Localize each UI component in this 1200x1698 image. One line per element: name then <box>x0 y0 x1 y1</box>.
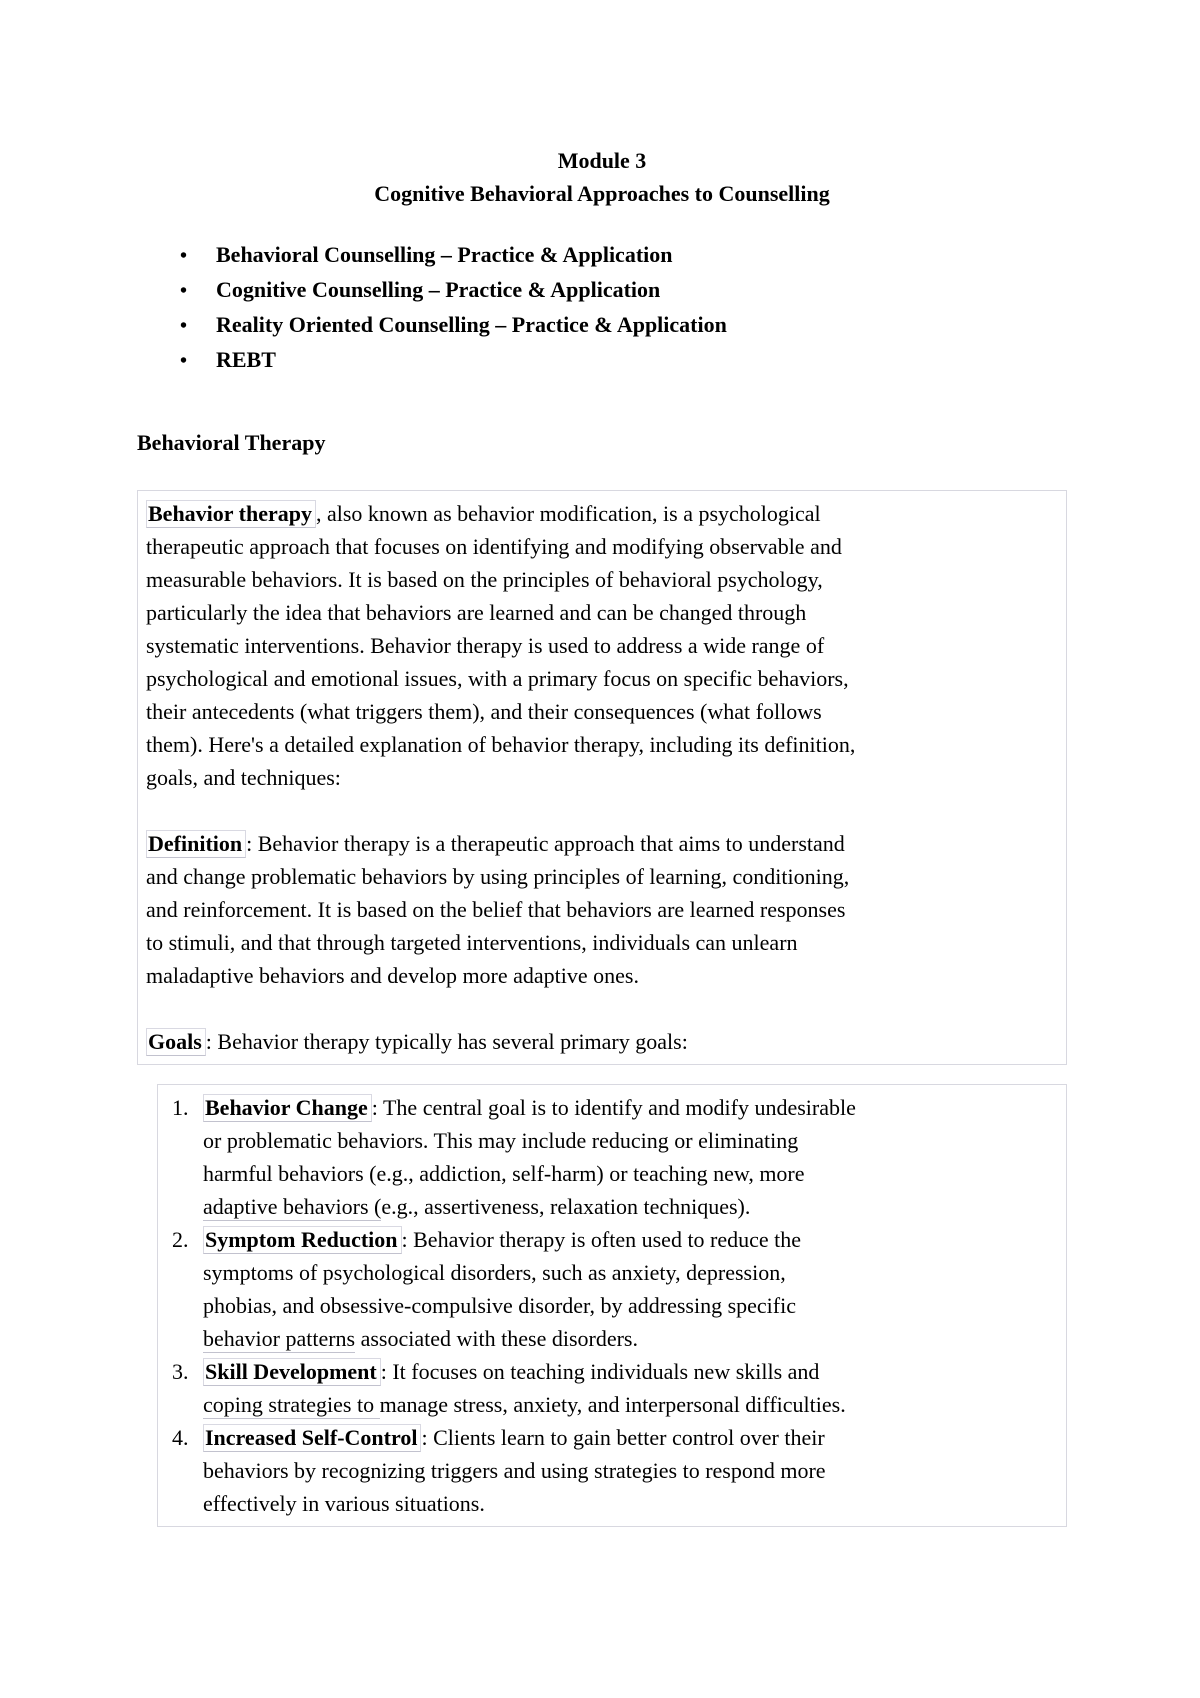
text-run: behaviors by recognizing triggers and using strategies to respond more <box>203 1458 826 1483</box>
text-run: : Behavior therapy typically has several primary goals: <box>205 1029 688 1054</box>
text-line <box>203 1487 1066 1520</box>
text-line <box>146 530 1058 563</box>
underlined-phrase: coping strategies to <box>203 1392 380 1417</box>
keyword-term: Behavior therapy <box>146 500 316 528</box>
text-run: : Behavior therapy is often used to reduce the <box>401 1227 802 1252</box>
goal-item <box>158 1421 1066 1520</box>
text-run: goals, and techniques: <box>146 765 341 790</box>
text-line <box>146 662 1058 695</box>
intro-text-box <box>137 490 1067 1065</box>
text-line <box>146 1025 1058 1058</box>
bullet-icon: • <box>180 350 188 372</box>
text-run: psychological and emotional issues, with a primary focus on specific behaviors, <box>146 666 849 691</box>
text-run: to stimuli, and that through targeted interventions, individuals can unlearn <box>146 930 798 955</box>
paragraph <box>146 497 1058 794</box>
text-line <box>203 1355 1066 1388</box>
text-run: : The central goal is to identify and modify undesirable <box>371 1095 856 1120</box>
goal-item <box>158 1223 1066 1355</box>
goal-item-text <box>203 1421 1066 1520</box>
text-line <box>146 497 1058 530</box>
text-run: manage stress, anxiety, and interpersonal difficulties. <box>379 1392 846 1417</box>
text-run: : Behavior therapy is a therapeutic approach that aims to understand <box>246 831 845 856</box>
text-run: measurable behaviors. It is based on the principles of behavioral psychology, <box>146 567 823 592</box>
text-line <box>146 893 1058 926</box>
document-title <box>137 144 1067 210</box>
text-run: , also known as behavior modification, is a psychological <box>315 501 821 526</box>
goals-list-box <box>157 1084 1067 1527</box>
text-run: associated with these disorders. <box>355 1326 638 1351</box>
text-run: them). Here's a detailed explanation of behavior therapy, including its definition, <box>146 732 856 757</box>
text-run: therapeutic approach that focuses on identifying and modifying observable and <box>146 534 842 559</box>
text-line <box>203 1388 1066 1421</box>
goal-item-text <box>203 1355 1066 1421</box>
module-topics-list <box>180 238 727 378</box>
list-item <box>180 343 727 378</box>
text-line <box>146 827 1058 860</box>
text-run: and change problematic behaviors by using principles of learning, conditioning, <box>146 864 850 889</box>
keyword-term: Symptom Reduction <box>203 1226 402 1254</box>
goal-item-text <box>203 1091 1066 1223</box>
text-run: effectively in various situations. <box>203 1491 485 1516</box>
text-run: phobias, and obsessive-compulsive disorder, by addressing specific <box>203 1293 796 1318</box>
topic-label: Cognitive Counselling – Practice & Application <box>216 277 661 302</box>
underlined-phrase: behavior patterns <box>203 1326 356 1351</box>
paragraph <box>146 827 1058 992</box>
text-run: systematic interventions. Behavior therapy is used to address a wide range of <box>146 633 825 658</box>
title-line-1: Module 3 <box>557 148 647 173</box>
text-run: harmful behaviors (e.g., addiction, self-harm) or teaching new, more <box>203 1161 805 1186</box>
text-line <box>146 596 1058 629</box>
goal-item-number: 4. <box>172 1425 189 1450</box>
goal-item <box>158 1355 1066 1421</box>
paragraph <box>146 1025 1058 1058</box>
text-line <box>146 860 1058 893</box>
text-line <box>146 629 1058 662</box>
text-run: their antecedents (what triggers them), and their consequences (what follows <box>146 699 822 724</box>
text-line <box>146 728 1058 761</box>
keyword-term: Skill Development <box>203 1358 381 1386</box>
topic-label: Reality Oriented Counselling – Practice & Application <box>216 312 727 337</box>
text-run: : It focuses on teaching individuals new skills and <box>380 1359 820 1384</box>
title-line-2: Cognitive Behavioral Approaches to Counselling <box>374 181 830 206</box>
keyword-term: Behavior Change <box>203 1094 372 1122</box>
text-line <box>203 1421 1066 1454</box>
text-line <box>146 761 1058 794</box>
text-line <box>203 1256 1066 1289</box>
goal-item <box>158 1091 1066 1223</box>
goal-item-number: 3. <box>172 1359 189 1384</box>
goal-item-text <box>203 1223 1066 1355</box>
list-item <box>180 308 727 343</box>
list-item <box>180 238 727 273</box>
topic-label: REBT <box>216 347 276 372</box>
text-run: symptoms of psychological disorders, such as anxiety, depression, <box>203 1260 786 1285</box>
keyword-term: Increased Self-Control <box>203 1424 421 1452</box>
underlined-phrase: adaptive behaviors ( <box>203 1194 382 1219</box>
keyword-term: Goals <box>146 1028 206 1056</box>
text-line <box>203 1190 1066 1223</box>
text-run: or problematic behaviors. This may include reducing or eliminating <box>203 1128 799 1153</box>
bullet-icon: • <box>180 280 188 302</box>
text-line <box>203 1091 1066 1124</box>
text-run: : Clients learn to gain better control over their <box>421 1425 825 1450</box>
text-line <box>203 1454 1066 1487</box>
text-line <box>146 563 1058 596</box>
keyword-term: Definition <box>146 830 246 858</box>
text-line <box>203 1157 1066 1190</box>
goal-item-number: 2. <box>172 1227 189 1252</box>
goal-item-number: 1. <box>172 1095 189 1120</box>
bullet-icon: • <box>180 245 188 267</box>
text-line <box>203 1124 1066 1157</box>
text-run: and reinforcement. It is based on the belief that behaviors are learned responses <box>146 897 846 922</box>
text-line <box>146 926 1058 959</box>
text-run: particularly the idea that behaviors are learned and can be changed through <box>146 600 807 625</box>
text-line <box>146 695 1058 728</box>
text-run: e.g., assertiveness, relaxation techniques). <box>381 1194 751 1219</box>
section-heading: Behavioral Therapy <box>137 430 326 455</box>
text-line <box>203 1289 1066 1322</box>
text-line <box>203 1223 1066 1256</box>
bullet-icon: • <box>180 315 188 337</box>
text-run: maladaptive behaviors and develop more adaptive ones. <box>146 963 639 988</box>
text-line <box>203 1322 1066 1355</box>
text-line <box>146 959 1058 992</box>
list-item <box>180 273 727 308</box>
topic-label: Behavioral Counselling – Practice & Application <box>216 242 673 267</box>
